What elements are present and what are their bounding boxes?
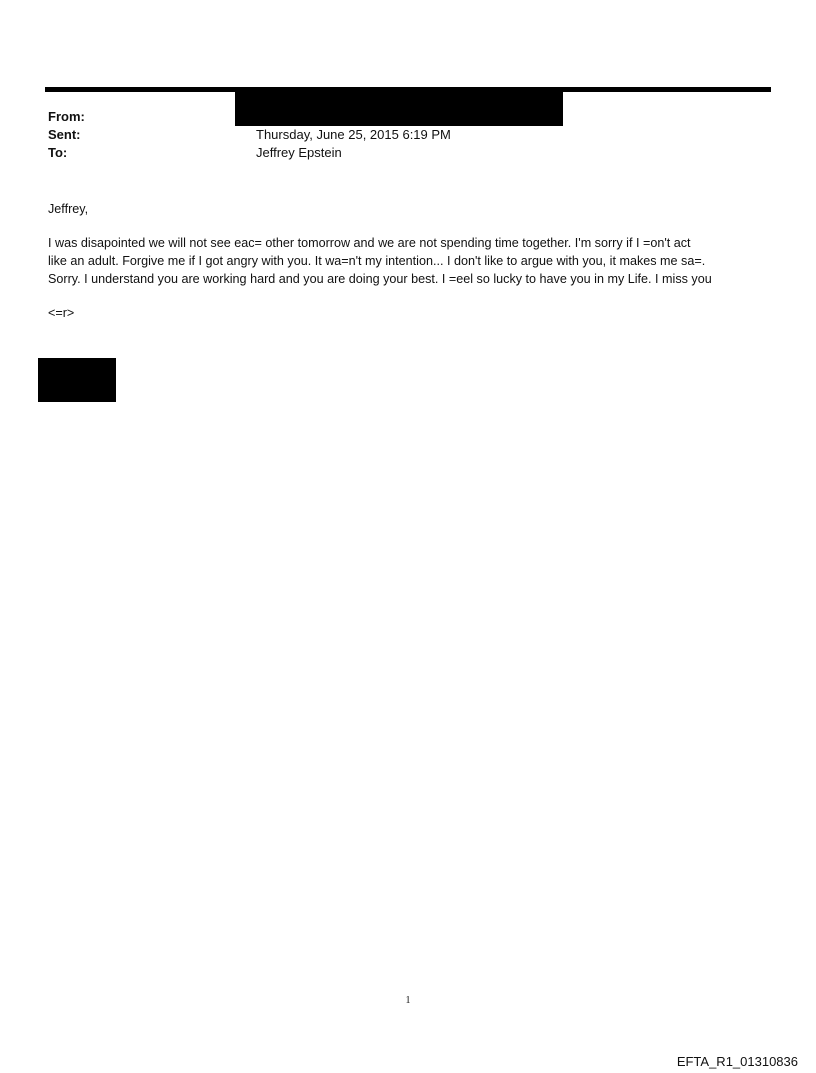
page-number: 1 [405, 995, 411, 1006]
sent-label: Sent: [48, 127, 81, 142]
body-line-2: like an adult. Forgive me if I got angry with you. It wa=n't my intention... I don't like to argue with you, it makes me sa=. [48, 254, 706, 268]
from-label: From: [48, 109, 85, 124]
to-value: Jeffrey Epstein [256, 145, 342, 160]
body-line-3: Sorry. I understand you are working hard and you are doing your best. I =eel so lucky to have you in my Life. I miss you [48, 272, 712, 286]
to-label: To: [48, 145, 68, 160]
sent-value: Thursday, June 25, 2015 6:19 PM [256, 127, 451, 142]
document-id: EFTA_R1_01310836 [676, 1054, 798, 1069]
redaction-signature [38, 358, 116, 402]
body-line-1: I was disapointed we will not see eac= other tomorrow and we are not spending time together. I'm sorry if I =on't act [48, 236, 691, 250]
redaction-from-field [235, 90, 563, 126]
closing: <=r> [48, 306, 75, 320]
greeting: Jeffrey, [48, 202, 89, 216]
